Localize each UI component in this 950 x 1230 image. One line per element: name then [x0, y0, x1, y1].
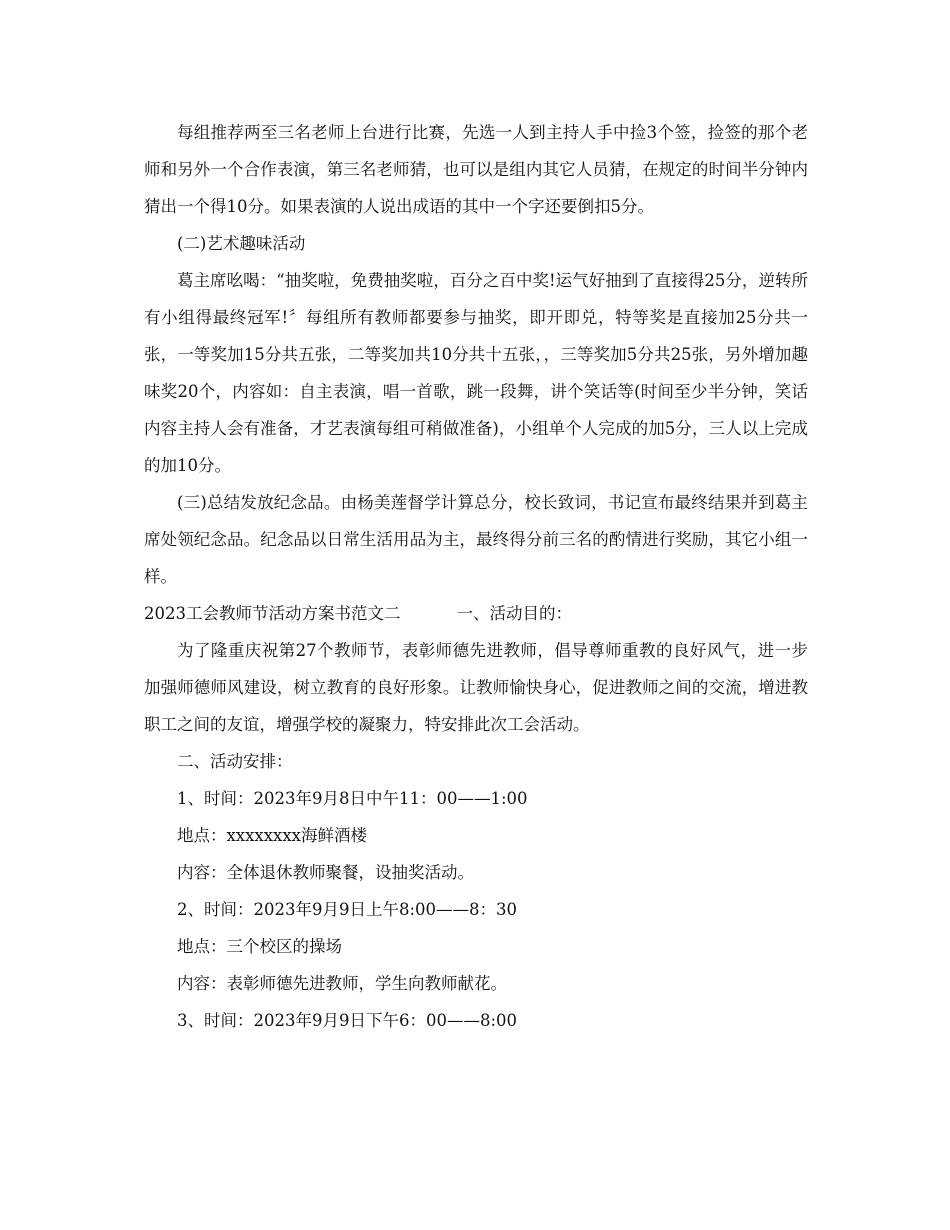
section-heading-arrangement: 二、活动安排：	[177, 752, 293, 771]
schedule-item-place-1: 地点：xxxxxxxx海鲜酒楼	[177, 826, 367, 845]
document-page	[144, 114, 808, 1039]
schedule-item-content-1: 内容：全体退休教师聚餐，设抽奖活动。	[177, 863, 474, 882]
paragraph-purpose: 为了隆重庆祝第27个教师节，表彰师德先进教师，倡导尊师重教的良好风气，进一步加强师德师风建设，树立教育的良好形象。让教师愉快身心，促进教师之间的交流，增进教职工之间的友谊，增强学校的凝聚力，特安排此次工会活动。	[144, 641, 808, 734]
schedule-item-time-1: 1、时间：2023年9月8日中午11：00——1:00	[177, 789, 528, 808]
paragraph-lottery: 葛主席吆喝：“抽奖啦，免费抽奖啦，百分之百中奖!运气好抽到了直接得25分，逆转所有小组得最终冠军!〞每组所有教师都要参与抽奖，即开即兑，特等奖是直接加25分共一张，一等奖加15分共五张，二等奖加共10分共十五张，，三等奖加5分共25张，另外增加趣味奖20个，内容如：自主表演，唱一首歌，跳一段舞，讲个笑话等(时间至少半分钟，笑话内容主持人会有准备，才艺表演每组可稍做准备)，小组单个人完成的加5分，三人以上完成的加10分。	[144, 271, 808, 475]
document-subtitle-line	[144, 595, 808, 632]
paragraph-competition-rules: 每组推荐两至三名老师上台进行比赛，先选一人到主持人手中捡3个签，捡签的那个老师和另外一个合作表演，第三名老师猜，也可以是组内其它人员猜，在规定的时间半分钟内猜出一个得10分。如果表演的人说出成语的其中一个字还要倒扣5分。	[144, 123, 808, 216]
document-subtitle: 2023工会教师节活动方案书范文二	[144, 604, 401, 623]
schedule-item-place-2: 地点：三个校区的操场	[177, 937, 342, 956]
schedule-item-time-3: 3、时间：2023年9月9日下午6：00——8:00	[177, 1011, 518, 1030]
section-heading-art-activity: (二)艺术趣味活动	[177, 234, 306, 253]
schedule-item-time-2: 2、时间：2023年9月9日上午8:00——8：30	[177, 900, 518, 919]
paragraph-summary-souvenirs: (三)总结发放纪念品。由杨美莲督学计算总分，校长致词，书记宣布最终结果并到葛主席处领纪念品。纪念品以日常生活用品为主，最终得分前三名的酌情进行奖励，其它小组一样。	[144, 493, 808, 586]
schedule-item-content-2: 内容：表彰师德先进教师，学生向教师献花。	[177, 974, 507, 993]
section-heading-purpose: 一、活动目的：	[456, 604, 572, 623]
